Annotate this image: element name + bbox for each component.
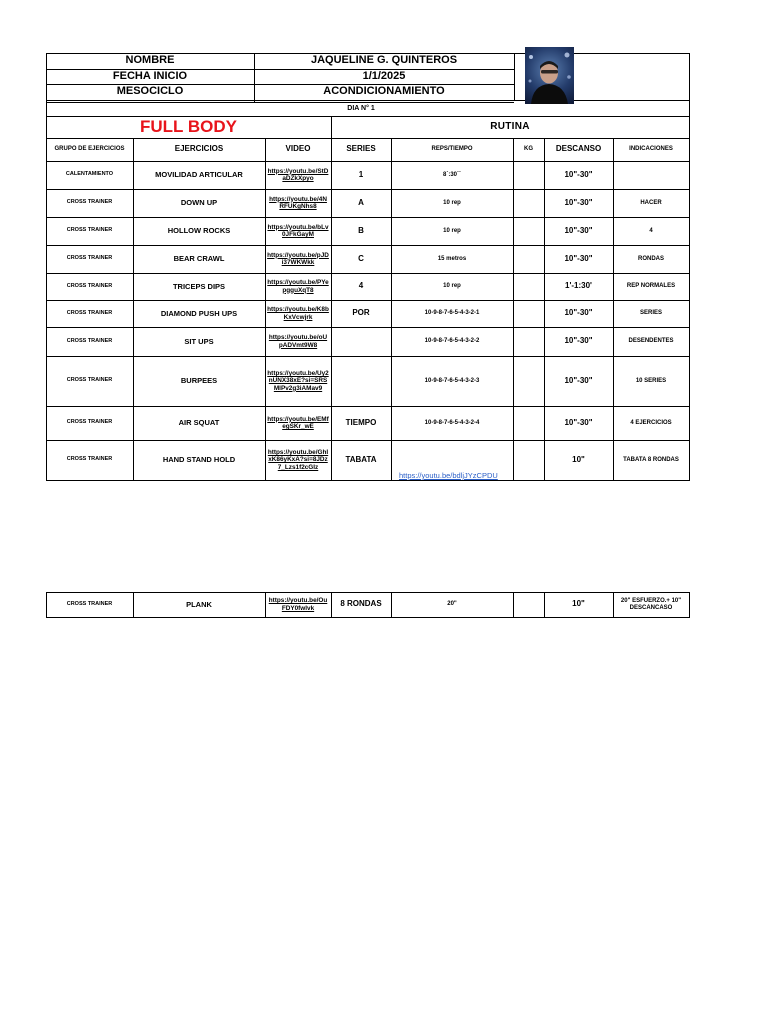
row-video-link[interactable]: https://youtu.be/EMfegSKr_wE — [267, 415, 329, 430]
col-header-rest: DESCANSO — [555, 144, 602, 154]
mesocycle-value: ACONDICIONAMIENTO — [323, 85, 445, 98]
start-date-label: FECHA INICIO — [112, 69, 188, 82]
row-notes: DESENDENTES — [628, 338, 674, 345]
row-group: CROSS TRAINER — [66, 199, 113, 206]
row-series: B — [358, 225, 364, 235]
plank-series: 8 RONDAS — [340, 599, 382, 609]
row-exercise: HAND STAND HOLD — [162, 455, 236, 465]
row-rest: 10"-30" — [564, 253, 593, 263]
plank-video-link[interactable]: https://youtu.be/OuFDY0fwlvk — [268, 597, 328, 612]
row-kg — [513, 440, 544, 480]
row-reps: 10 rep — [443, 283, 461, 290]
row-kg — [513, 356, 544, 406]
row-rest: 10"-30" — [564, 225, 593, 235]
row-video-link[interactable]: https://youtu.be/K8bKxVcwjrk — [267, 306, 329, 321]
row-series: TABATA — [345, 454, 377, 464]
row-notes — [613, 161, 689, 189]
row-video-link[interactable]: https://youtu.be/oUpADVmt9W8 — [268, 334, 328, 349]
row-rest: 1'-1:30' — [565, 281, 592, 291]
athlete-photo — [525, 47, 574, 104]
name-value: JAQUELINE G. QUINTEROS — [310, 54, 458, 67]
row-notes: 10 SERIES — [635, 377, 667, 384]
row-notes: REP NORMALES — [626, 283, 676, 290]
row-exercise: BURPEES — [180, 376, 218, 386]
row-reps: 10 rep — [443, 227, 461, 234]
extra-video-link[interactable]: https://youtu.be/bdljJYzCPDU — [399, 471, 498, 480]
row-video-link[interactable]: https://youtu.be/4NRFUKgNhs8 — [269, 195, 327, 210]
row-video-link[interactable]: https://youtu.be/Uy2nUNX38xE?si=SRSMlPv2g3iAMav9 — [267, 369, 329, 392]
row-exercise: DIAMOND PUSH UPS — [160, 308, 238, 318]
row-exercise: BEAR CRAWL — [173, 254, 225, 264]
row-rest: 10"-30" — [564, 336, 593, 346]
row-reps: 8´:30´´ — [442, 171, 461, 178]
row-rest: 10"-30" — [564, 197, 593, 207]
row-series: 4 — [358, 281, 364, 291]
row-notes: HACER — [640, 199, 662, 206]
row-kg — [513, 217, 544, 245]
col-header-kg: KG — [524, 146, 533, 153]
row-series — [331, 327, 391, 356]
start-date-value: 1/1/2025 — [362, 69, 406, 82]
row-series: TIEMPO — [345, 417, 377, 427]
row-rest: 10" — [572, 454, 585, 464]
row-exercise: MOVILIDAD ARTICULAR — [155, 170, 243, 180]
row-exercise: SIT UPS — [184, 336, 214, 346]
row-series: POR — [352, 308, 370, 318]
row-video-link[interactable]: https://youtu.be/GhIxK86yKxA?si=8JDz7_Lzs1f2cGIz — [267, 448, 329, 471]
row-reps: 10-9-8-7-6-5-4-3-2-4 — [424, 419, 480, 426]
row-group: CROSS TRAINER — [66, 309, 113, 316]
plank-notes: 20" ESFUERZO.+ 10" DESCANCASO — [620, 598, 682, 611]
row-rest: 10"-30" — [564, 417, 593, 427]
row-series — [331, 356, 391, 406]
row-notes: RONDAS — [637, 255, 664, 262]
mesocycle-label: MESOCICLO — [116, 85, 184, 98]
row-kg — [513, 300, 544, 327]
row-group: CROSS TRAINER — [66, 377, 113, 384]
row-kg — [513, 161, 544, 189]
row-kg — [513, 273, 544, 300]
subtitle-rutina: RUTINA — [490, 120, 530, 132]
row-reps: 10 rep — [443, 199, 461, 206]
day-number: DIA N° 1 — [347, 105, 375, 113]
row-exercise: TRICEPS DIPS — [172, 281, 226, 291]
plank-group: CROSS TRAINER — [66, 600, 113, 607]
row-reps: 10-9-8-7-6-5-4-3-2-1 — [424, 310, 480, 317]
row-reps: 10-9-8-7-6-5-4-3-2-2 — [424, 338, 480, 345]
row-group: CALENTAMIENTO — [65, 171, 114, 178]
plank-reps: 20" — [447, 601, 457, 608]
col-header-notes: INDICACIONES — [629, 146, 673, 153]
row-video-link[interactable]: https://youtu.be/StDaDZkXpyo — [267, 167, 329, 182]
row-notes: SERIES — [639, 310, 662, 317]
col-header-exercises: EJERCICIOS — [174, 144, 224, 154]
row-kg — [513, 327, 544, 356]
row-group: CROSS TRAINER — [66, 282, 113, 289]
row-kg — [513, 245, 544, 273]
row-exercise: DOWN UP — [180, 198, 218, 208]
col-header-group: GRUPO DE EJERCICIOS — [54, 146, 125, 153]
row-reps: 15 metros — [437, 255, 467, 262]
row-series: A — [358, 197, 364, 207]
row-series: 1 — [358, 169, 364, 179]
row-kg — [513, 189, 544, 217]
name-label: NOMBRE — [125, 54, 175, 67]
col-header-reps: REPS/TIEMPO — [431, 146, 473, 153]
row-video-link[interactable]: https://youtu.be/bLv0JFkGayM — [267, 223, 329, 238]
row-rest: 10"-30" — [564, 169, 593, 179]
row-kg — [513, 406, 544, 440]
row-group: CROSS TRAINER — [66, 419, 113, 426]
row-exercise: AIR SQUAT — [178, 418, 220, 428]
row-group: CROSS TRAINER — [66, 227, 113, 234]
plank-exercise: PLANK — [186, 599, 212, 609]
row-rest: 10"-30" — [564, 375, 593, 385]
row-series: C — [358, 253, 364, 263]
row-notes: 4 — [649, 227, 653, 234]
row-video-link[interactable]: https://youtu.be/pJDi37WKWkk — [267, 251, 329, 266]
row-reps: 10-9-8-7-6-5-4-3-2-3 — [424, 377, 480, 384]
col-header-series: SERIES — [346, 144, 376, 154]
row-group: CROSS TRAINER — [66, 337, 113, 344]
title-full-body: FULL BODY — [140, 117, 237, 137]
row-rest: 10"-30" — [564, 308, 593, 318]
plank-kg — [513, 592, 544, 617]
row-group: CROSS TRAINER — [66, 255, 113, 262]
row-exercise: HOLLOW ROCKS — [167, 226, 231, 236]
plank-rest: 10" — [572, 599, 585, 609]
col-header-video: VIDEO — [285, 144, 311, 154]
row-notes: TABATA 8 RONDAS — [623, 456, 679, 463]
row-video-link[interactable]: https://youtu.be/PYepgguXqT8 — [267, 279, 329, 294]
row-notes: 4 EJERCICIOS — [630, 419, 672, 426]
row-group: CROSS TRAINER — [66, 456, 113, 463]
